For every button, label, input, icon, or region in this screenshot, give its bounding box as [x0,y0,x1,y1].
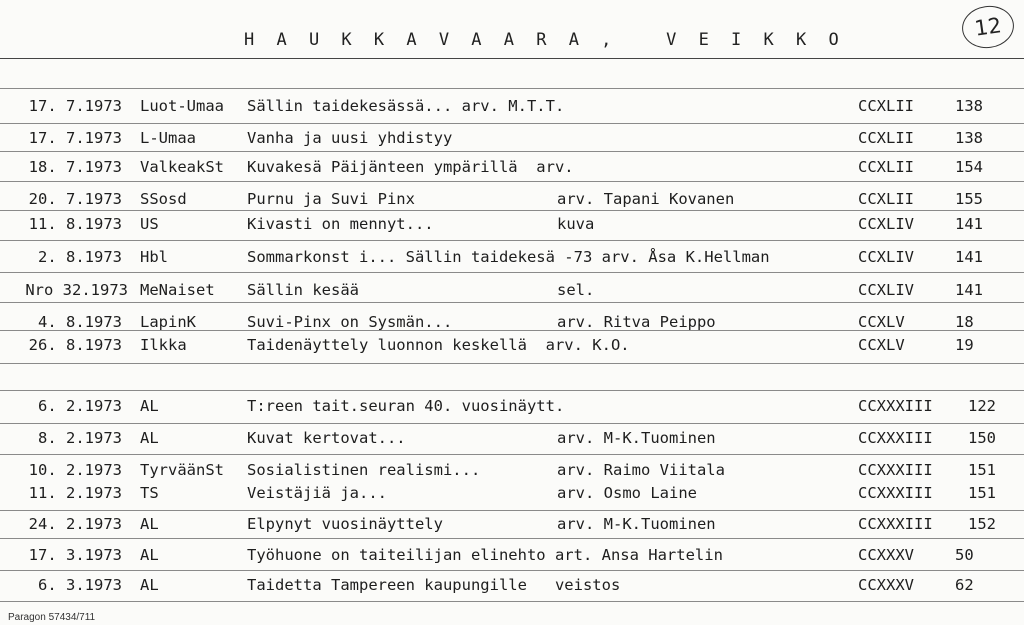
entry-volume: CCXXXIII [858,484,933,502]
entry-note: kuva [557,215,595,233]
entry-volume: CCXLII [858,190,914,208]
ruled-line [0,240,1024,241]
entry-title: Elpynyt vuosinäyttely [247,515,443,533]
entry-page: 150 [968,429,996,447]
entry-page: 138 [955,129,983,147]
entry-source: Ilkka [140,336,187,354]
ruled-line [0,454,1024,455]
ruled-line [0,363,1024,364]
entry-volume: CCXXXIII [858,429,933,447]
ruled-line [0,302,1024,303]
entry-date: 8. 2.1973 [38,429,122,447]
entry-volume: CCXXXIII [858,397,933,415]
ruled-line [0,390,1024,391]
entry-date: 18. 7.1973 [28,158,122,176]
entry-date: 20. 7.1973 [28,190,122,208]
entry-source: AL [140,429,159,447]
entry-volume: CCXXXV [858,576,914,594]
entry-volume: CCXLIV [858,281,914,299]
entry-source: TS [140,484,159,502]
entry-title: Suvi-Pinx on Sysmän... [247,313,453,331]
entry-volume: CCXLII [858,158,914,176]
entry-date: 10. 2.1973 [28,461,122,479]
entry-title: Taidenäyttely luonnon keskellä arv. K.O. [247,336,630,354]
entry-page: 141 [955,215,983,233]
entry-note: arv. Tapani Kovanen [557,190,735,208]
entry-volume: CCXLII [858,129,914,147]
entry-date: 2. 8.1973 [38,248,122,266]
entry-date: 6. 2.1973 [38,397,122,415]
entry-volume: CCXLII [858,97,914,115]
entry-note: arv. M-K.Tuominen [557,515,716,533]
entry-source: AL [140,515,159,533]
entry-title: Vanha ja uusi yhdistyy [247,129,453,147]
entry-source: SSosd [140,190,187,208]
entry-volume: CCXLIV [858,215,914,233]
ruled-line [0,570,1024,571]
entry-date: 17. 7.1973 [28,129,122,147]
entry-page: 19 [955,336,974,354]
entry-source: L-Umaa [140,129,196,147]
entry-page: 141 [955,281,983,299]
ruled-line [0,210,1024,211]
entry-title: T:reen tait.seuran 40. vuosinäytt. [247,397,565,415]
entry-source: ValkeakSt [140,158,224,176]
entry-page: 141 [955,248,983,266]
entry-note: arv. M-K.Tuominen [557,429,716,447]
entry-volume: CCXXXV [858,546,914,564]
entry-note: arv. Raimo Viitala [557,461,725,479]
entry-title: Veistäjiä ja... [247,484,387,502]
entry-source: AL [140,546,159,564]
entry-date: 4. 8.1973 [38,313,122,331]
ruled-line [0,423,1024,424]
entry-source: Hbl [140,248,168,266]
ruled-line [0,88,1024,89]
entry-page: 151 [968,484,996,502]
entry-title: Taidetta Tampereen kaupungille veistos [247,576,621,594]
entry-volume: CCXXXIII [858,461,933,479]
entry-title: Kuvat kertovat... [247,429,406,447]
entry-date: Nro 32.1973 [25,281,128,299]
ruled-line [0,123,1024,124]
entry-date: 26. 8.1973 [28,336,122,354]
ruled-line [0,510,1024,511]
header-rule [0,58,1024,59]
entry-date: 24. 2.1973 [28,515,122,533]
entry-volume: CCXXXIII [858,515,933,533]
entry-volume: CCXLV [858,313,905,331]
entry-page: 138 [955,97,983,115]
entry-source: Luot-Umaa [140,97,224,115]
entry-page: 122 [968,397,996,415]
card-number-badge: 12 [959,3,1016,52]
entry-page: 152 [968,515,996,533]
entry-volume: CCXLV [858,336,905,354]
ruled-line [0,181,1024,182]
entry-source: LapinK [140,313,196,331]
entry-source: AL [140,576,159,594]
entry-source: MeNaiset [140,281,215,299]
entry-title: Purnu ja Suvi Pinx [247,190,415,208]
card-title: H A U K K A V A A R A , V E I K K O [244,30,845,50]
entry-title: Kuvakesä Päijänteen ympärillä arv. [247,158,574,176]
entry-title: Sosialistinen realismi... [247,461,481,479]
entry-title: Kivasti on mennyt... [247,215,434,233]
ruled-line [0,538,1024,539]
entry-title: Sommarkonst i... Sällin taidekesä -73 arv. Åsa K.Hellman [247,248,770,266]
entry-date: 11. 2.1973 [28,484,122,502]
entry-title: Työhuone on taiteilijan elinehto art. Ansa Hartelin [247,546,723,564]
entry-page: 154 [955,158,983,176]
entry-page: 155 [955,190,983,208]
entry-page: 151 [968,461,996,479]
entry-title: Sällin taidekesässä... arv. M.T.T. [247,97,565,115]
entry-note: arv. Osmo Laine [557,484,697,502]
entry-source: AL [140,397,159,415]
entry-page: 18 [955,313,974,331]
entry-date: 17. 3.1973 [28,546,122,564]
entry-date: 6. 3.1973 [38,576,122,594]
entry-date: 17. 7.1973 [28,97,122,115]
entry-title: Sällin kesää [247,281,359,299]
printer-imprint: Paragon 57434/711 [8,612,96,623]
ruled-line [0,272,1024,273]
entry-source: US [140,215,159,233]
entry-note: sel. [557,281,595,299]
entry-date: 11. 8.1973 [28,215,122,233]
entry-volume: CCXLIV [858,248,914,266]
entry-source: TyrväänSt [140,461,224,479]
ruled-line [0,601,1024,602]
ruled-line [0,151,1024,152]
entry-page: 62 [955,576,974,594]
entry-note: arv. Ritva Peippo [557,313,716,331]
entry-page: 50 [955,546,974,564]
